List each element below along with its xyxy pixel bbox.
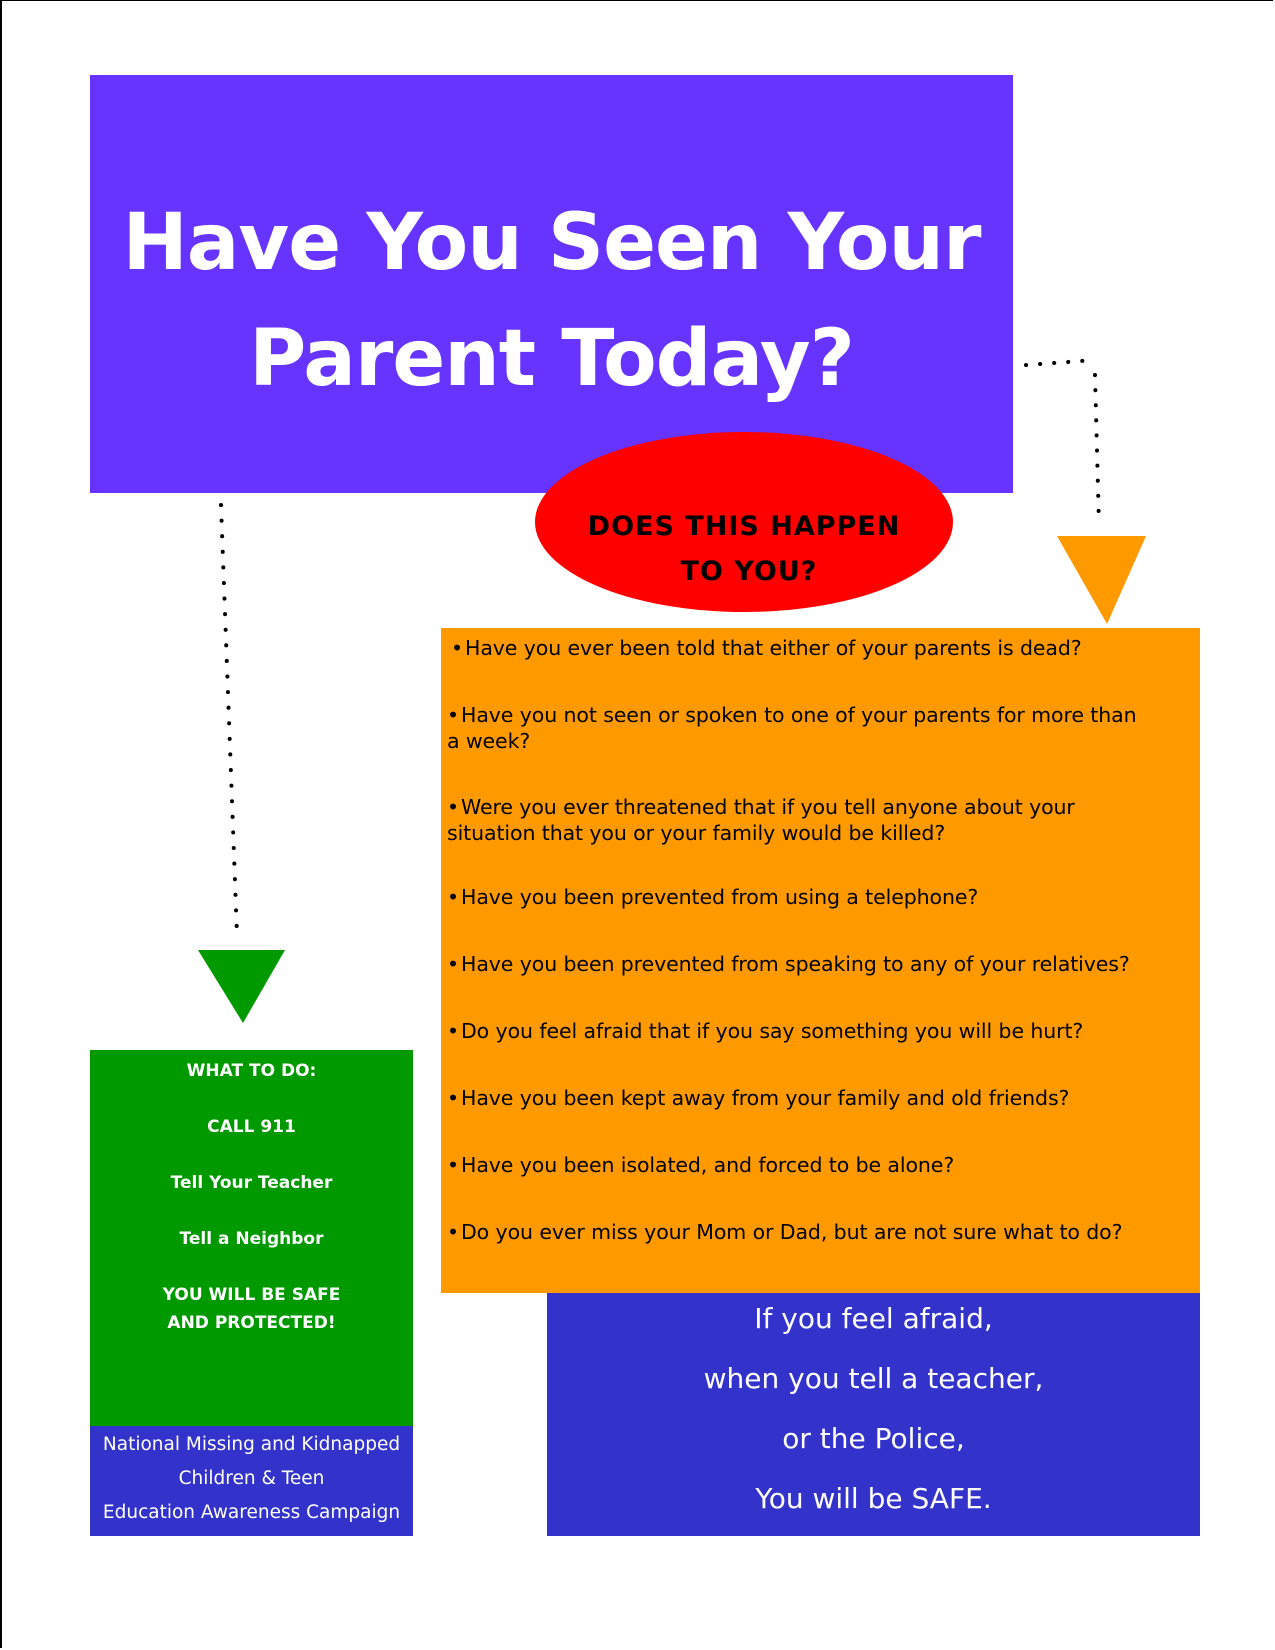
right-dotted-line-vertical <box>1095 375 1099 525</box>
what-to-do-item: YOU WILL BE SAFE <box>162 1285 341 1305</box>
title-line-2: Parent Today? <box>249 314 854 404</box>
question-text: Do you feel afraid that if you say something you will be hurt? <box>461 1019 1084 1043</box>
orange-down-arrow-icon <box>1057 536 1146 624</box>
question-oval <box>535 432 953 612</box>
question-item <box>447 884 1192 910</box>
green-down-arrow-icon <box>198 950 285 1023</box>
question-item <box>447 1219 1192 1245</box>
question-text: Have you been kept away from your family and old friends? <box>461 1086 1070 1110</box>
title-line-1: Have You Seen Your <box>122 198 981 288</box>
what-to-do-heading: WHAT TO DO: <box>186 1061 317 1081</box>
campaign-footer <box>90 1426 413 1536</box>
what-to-do-item: AND PROTECTED! <box>167 1313 336 1333</box>
what-to-do-item: Tell Your Teacher <box>170 1173 333 1193</box>
question-text: Do you ever miss your Mom or Dad, but are not sure what to do? <box>461 1220 1123 1244</box>
question-text: Have you been isolated, and forced to be alone? <box>461 1153 955 1177</box>
safe-line-2: when you tell a teacher, <box>703 1362 1044 1395</box>
oval-text <box>535 504 953 594</box>
question-text: Have you been prevented from using a telephone? <box>461 885 979 909</box>
question-item <box>447 1018 1192 1044</box>
question-text: Were you ever threatened that if you tell anyone about your <box>461 795 1075 819</box>
question-item <box>447 794 1192 846</box>
bullet: • <box>447 885 459 909</box>
question-item <box>447 1152 1192 1178</box>
safe-line-3: or the Police, <box>782 1422 965 1455</box>
bullet: • <box>447 795 459 819</box>
safe-line-4: You will be SAFE. <box>755 1482 992 1515</box>
bullet: • <box>447 952 459 976</box>
left-dotted-line <box>221 505 237 935</box>
right-dotted-line-horizontal <box>1026 360 1095 365</box>
bullet: • <box>451 636 463 660</box>
campaign-line-2: Children & Teen <box>178 1468 325 1489</box>
bullet: • <box>447 1153 459 1177</box>
campaign-line-3: Education Awareness Campaign <box>102 1502 401 1523</box>
question-text: Have you not seen or spoken to one of your parents for more than <box>461 703 1137 727</box>
question-item <box>447 951 1192 977</box>
question-text: Have you been prevented from speaking to any of your relatives? <box>461 952 1130 976</box>
campaign-line-1: National Missing and Kidnapped <box>102 1434 401 1455</box>
safe-line-1: If you feel afraid, <box>754 1302 993 1335</box>
bullet: • <box>447 703 459 727</box>
question-text-continued: a week? <box>447 729 531 753</box>
what-to-do-item: CALL 911 <box>207 1117 296 1137</box>
question-item <box>447 1085 1192 1111</box>
what-to-do-panel <box>90 1050 413 1426</box>
question-item <box>451 635 1196 661</box>
bullet: • <box>447 1086 459 1110</box>
oval-line-1: DOES THIS HAPPEN <box>587 511 901 542</box>
bullet: • <box>447 1220 459 1244</box>
question-text-continued: situation that you or your family would be killed? <box>447 821 946 845</box>
oval-line-2: TO YOU? <box>680 556 818 587</box>
question-item <box>447 702 1192 754</box>
questions-panel <box>441 628 1200 1293</box>
what-to-do-item: Tell a Neighbor <box>179 1229 324 1249</box>
safe-message-panel <box>547 1293 1200 1536</box>
bullet: • <box>447 1019 459 1043</box>
question-text: Have you ever been told that either of your parents is dead? <box>465 636 1082 660</box>
